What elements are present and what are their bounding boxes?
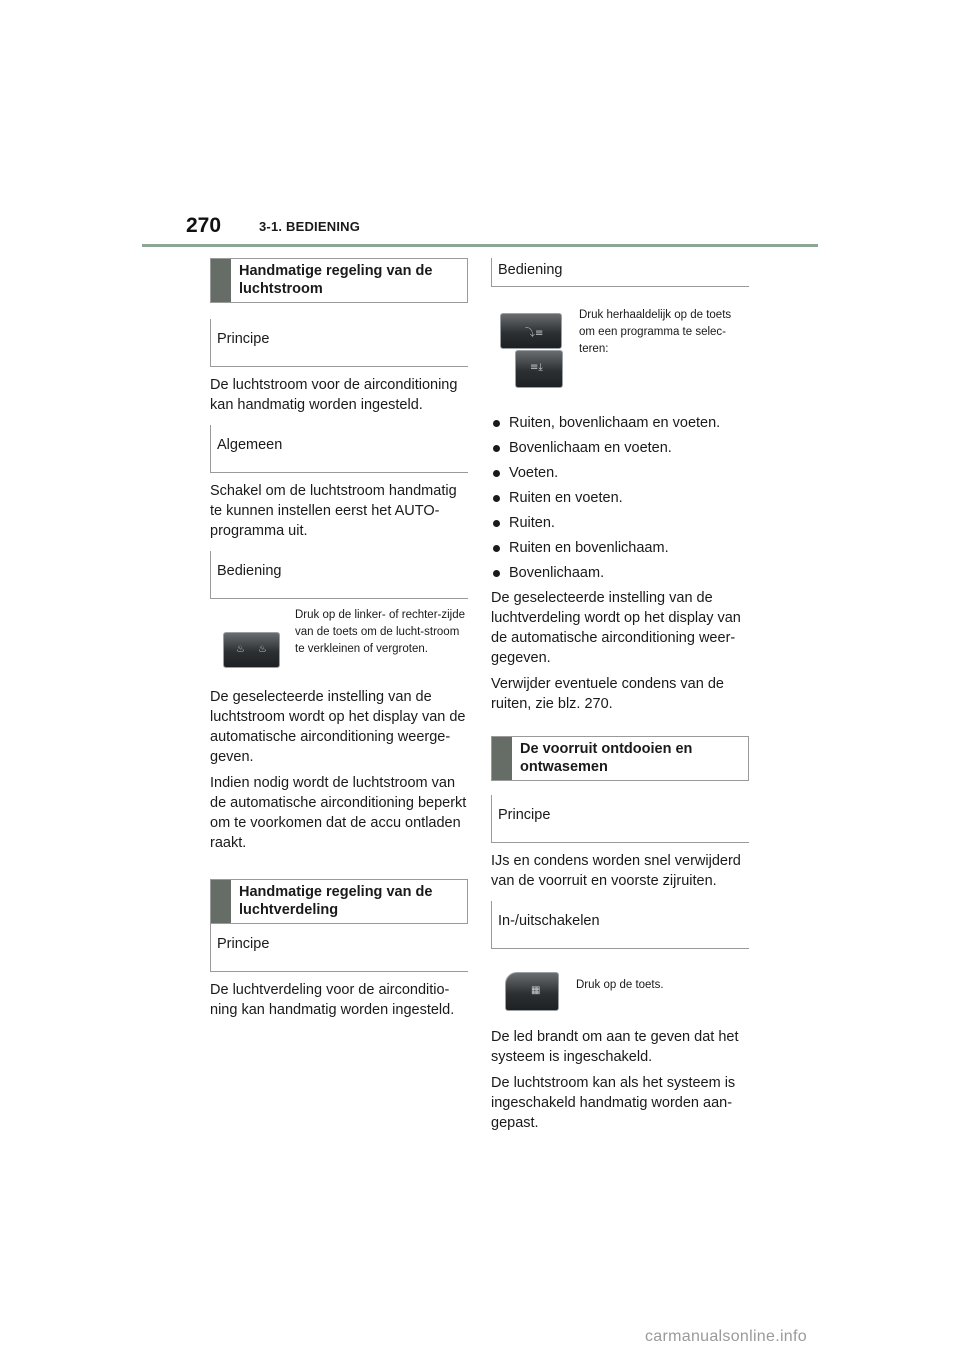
header-rule — [142, 244, 818, 247]
defrost-button-caption: Druk op de toets. — [576, 979, 664, 991]
air-distribution-button-icon: ≡⤓ — [515, 350, 563, 388]
paragraph: Schakel om de luchtstroom handmatig te kunnen instellen eerst het AUTO-programma uit. — [210, 483, 457, 539]
bullet-icon — [493, 545, 500, 552]
sub-heading: Bediening — [491, 258, 749, 287]
paragraph: Indien nodig wordt de luchtstroom van de automatische airconditioning beperkt om te voorkomen dat de accu ontladen raakt. — [210, 775, 467, 851]
left-column — [210, 258, 468, 1020]
sub-heading: Principe — [210, 319, 468, 367]
heading-bar — [211, 259, 231, 302]
bullet-icon — [493, 520, 500, 527]
right-column — [491, 258, 749, 1133]
fan-button-cell — [210, 607, 288, 683]
list-item: Voeten. — [491, 461, 749, 486]
section-heading: Handmatige regeling van de luchtverdeling — [239, 884, 433, 918]
distribution-control-row — [491, 307, 749, 411]
sub-heading: Algemeen — [210, 425, 468, 473]
distribution-button-caption: Druk herhaaldelijk op de toets om een programma te selec-teren: — [579, 309, 732, 355]
paragraph: De luchtstroom voor de airconditioning kan handmatig worden ingesteld. — [210, 377, 458, 413]
sub-heading: Principe — [210, 924, 468, 972]
paragraph: IJs en condens worden snel verwijderd van de voorruit en voorste zijruiten. — [491, 853, 741, 889]
fan-control-row — [210, 607, 468, 683]
defrost-control-row — [491, 957, 749, 1023]
paragraph: Verwijder eventuele condens van de ruiten, zie blz. 270. — [491, 676, 724, 712]
list-item: Ruiten. — [491, 511, 749, 536]
bullet-icon — [493, 445, 500, 452]
heading-bar — [211, 880, 231, 923]
section-heading-box — [210, 879, 468, 924]
list-item: Ruiten, bovenlichaam en voeten. — [491, 411, 749, 436]
watermark: carmanualsonline.info — [645, 1328, 807, 1345]
fan-speed-button-icon: ♨ ♨ — [223, 632, 280, 668]
sub-heading: Principe — [491, 795, 749, 843]
bullet-icon — [493, 570, 500, 577]
paragraph: De geselecteerde instelling van de luchtverdeling wordt op het display van de automatische airconditioning weer-gegeven. — [491, 590, 741, 666]
list-item: Ruiten en bovenlichaam. — [491, 536, 749, 561]
bullet-icon — [493, 420, 500, 427]
defrost-button-cell — [491, 957, 569, 1023]
section-heading: Handmatige regeling van de luchtstroom — [239, 263, 433, 297]
page-number: 270 — [186, 214, 222, 237]
paragraph: De luchtstroom kan als het systeem is ingeschakeld handmatig worden aan-gepast. — [491, 1075, 736, 1131]
distribution-buttons-cell — [491, 307, 569, 411]
windshield-defrost-button-icon: ▦ — [505, 972, 559, 1011]
fan-button-caption: Druk op de linker- of rechter-zijde van de toets om de lucht-stroom te verkleinen of vergroten. — [295, 609, 466, 655]
paragraph: De led brandt om aan te geven dat het systeem is ingeschakeld. — [491, 1029, 739, 1065]
list-item: Ruiten en voeten. — [491, 486, 749, 511]
bullet-icon — [493, 495, 500, 502]
paragraph: De luchtverdeling voor de airconditio-ning kan handmatig worden ingesteld. — [210, 982, 455, 1018]
bullet-icon — [493, 470, 500, 477]
heading-bar — [492, 737, 512, 780]
section-heading-box — [491, 736, 749, 781]
section-heading: De voorruit ontdooien en ontwasemen — [520, 741, 693, 775]
list-item: Bovenlichaam. — [491, 561, 749, 586]
list-item: Bovenlichaam en voeten. — [491, 436, 749, 461]
distribution-program-list — [491, 411, 749, 586]
chapter-title: 3-1. BEDIENING — [259, 219, 361, 234]
paragraph: De geselecteerde instelling van de luchtstroom wordt op het display van de automatische airconditioning weerge-geven. — [210, 689, 466, 765]
air-distribution-button-icon: ⤵≡ — [500, 313, 562, 349]
sub-heading: In-/uitschakelen — [491, 901, 749, 949]
sub-heading: Bediening — [210, 551, 468, 599]
section-heading-box — [210, 258, 468, 303]
